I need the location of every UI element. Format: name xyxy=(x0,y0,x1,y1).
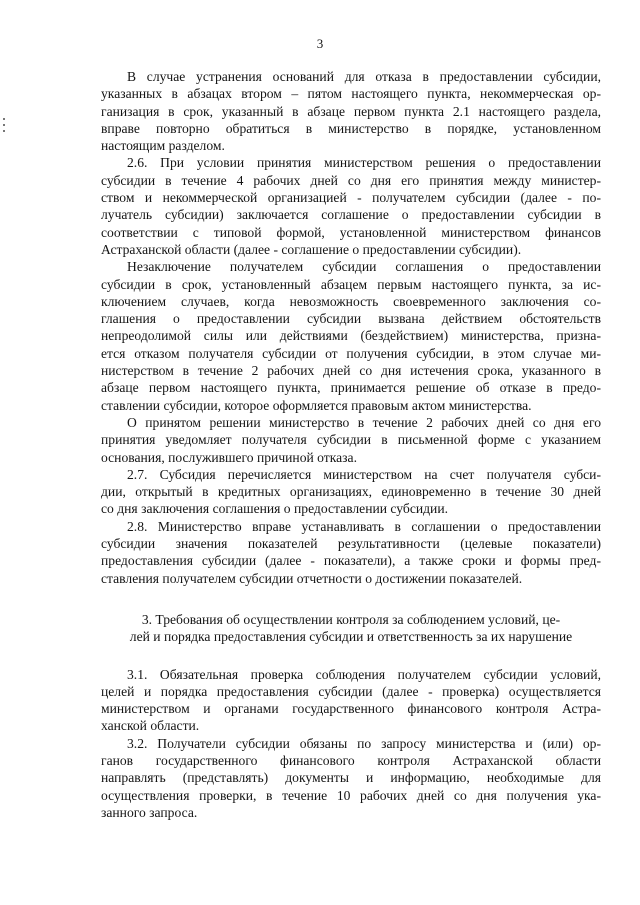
scan-edge-marks xyxy=(3,118,6,134)
heading-line: 3. Требования об осуществлении контроля за соблюдением условий, це- xyxy=(141,611,561,627)
text-line: основания, послужившего причиной отказа. xyxy=(101,449,357,465)
text-line: субсидии значения показателей результативности (целевые показатели) xyxy=(101,536,601,552)
paragraph-2-6 xyxy=(101,154,601,258)
text-line: осуществления проверки, в течение 10 рабочих дней со дня получения ука- xyxy=(101,787,601,803)
text-line: вправе повторно обратиться в министерство в порядке, установленном xyxy=(101,120,601,136)
document-body xyxy=(101,68,601,821)
text-line: Незаключение получателем субсидии соглашения о предоставлении xyxy=(127,259,601,275)
heading-line: лей и порядка предоставления субсидии и ответственность за их нарушение xyxy=(129,629,573,645)
text-line: ганизация в срок, указанный в абзаце первом пункта 2.1 настоящего раздела, xyxy=(101,103,601,119)
text-line: 3.1. Обязательная проверка соблюдения получателем субсидии условий, xyxy=(127,666,601,682)
text-line: министерством и органами государственного финансового контроля Астра- xyxy=(101,701,601,717)
text-line: целей и порядка предоставления субсидии (далее - проверка) осуществляется xyxy=(101,683,601,699)
page-number: 3 xyxy=(316,36,324,51)
text-line: 2.7. Субсидия перечисляется министерством на счет получателя субси- xyxy=(127,466,601,482)
text-line: ется отказом получателя субсидии от получения субсидии, в этом случае ми- xyxy=(101,345,601,361)
text-line: предоставления субсидии (далее - показатели), а также сроки и формы пред- xyxy=(101,553,601,569)
text-line: принятия уведомляет получателя субсидии в письменной форме с указанием xyxy=(101,432,601,448)
text-line: В случае устранения оснований для отказа в предоставлении субсидии, xyxy=(127,69,601,84)
text-line: нистерством в течение 2 рабочих дней со дня истечения срока, указанного в xyxy=(101,363,601,379)
section-spacer xyxy=(101,646,601,666)
text-line: лучатель субсидии) заключается соглашение о предоставлении субсидии в xyxy=(101,207,601,223)
paragraph-3-2 xyxy=(101,735,601,821)
paragraph-3-1 xyxy=(101,666,601,735)
text-line: субсидии в течение 4 рабочих дней со дня его принятия между министер- xyxy=(101,172,601,188)
paragraph-2-7 xyxy=(101,466,601,518)
text-line: субсидии в срок, установленный абзацем первым настоящего пункта, за ис- xyxy=(101,276,601,292)
text-line: ключением случаев, когда невозможность своевременного заключения со- xyxy=(101,293,601,309)
paragraph-2-6-non-conclusion xyxy=(101,258,601,414)
text-line: ставлении субсидии, которое оформляется правовым актом министерства. xyxy=(101,397,532,413)
text-line: непреодолимой силы или действиями (бездействием) министерства, призна- xyxy=(101,328,601,344)
section-spacer xyxy=(101,587,601,607)
text-line: дии, открытый в кредитных организациях, единовременно в течение 30 дней xyxy=(101,484,601,500)
text-line: настоящим разделом. xyxy=(101,138,225,154)
section-3-heading xyxy=(101,611,601,646)
paragraph-2-8 xyxy=(101,518,601,587)
text-line: указанных в абзацах втором – пятом настоящего пункта, некоммерческая ор- xyxy=(101,86,601,102)
text-line: глашения о предоставлении субсидии вызвана действием обстоятельств xyxy=(101,311,601,327)
text-line: ством и некоммерческой организацией - получателем субсидии (далее - по- xyxy=(101,190,601,206)
text-line: ханской области. xyxy=(101,718,200,734)
text-line: ганов государственного финансового контроля Астраханской области xyxy=(101,752,601,768)
text-line: 2.8. Министерство вправе устанавливать в соглашении о предоставлении xyxy=(127,518,601,534)
text-line: со дня заключения соглашения о предоставлении субсидии. xyxy=(101,501,448,517)
text-line: направлять (представлять) документы и информацию, необходимые для xyxy=(101,770,601,786)
text-line: 2.6. При условии принятия министерством решения о предоставлении xyxy=(127,155,601,171)
text-line: абзаце первом настоящего пункта, принимается решение об отказе в предо- xyxy=(101,380,601,396)
text-line: Астраханской области (далее - соглашение о предоставлении субсидии). xyxy=(101,241,522,257)
paragraph-2-5-repeat-application xyxy=(101,68,601,154)
text-line: занного запроса. xyxy=(101,804,198,820)
text-line: 3.2. Получатели субсидии обязаны по запросу министерства и (или) ор- xyxy=(127,735,601,751)
text-line: О принятом решении министерство в течение 2 рабочих дней со дня его xyxy=(127,414,601,430)
text-line: ставления получателем субсидии отчетности о достижении показателей. xyxy=(101,570,523,586)
paragraph-2-6-notification xyxy=(101,414,601,466)
text-line: соответствии с типовой формой, установленной министерством финансов xyxy=(101,224,601,240)
